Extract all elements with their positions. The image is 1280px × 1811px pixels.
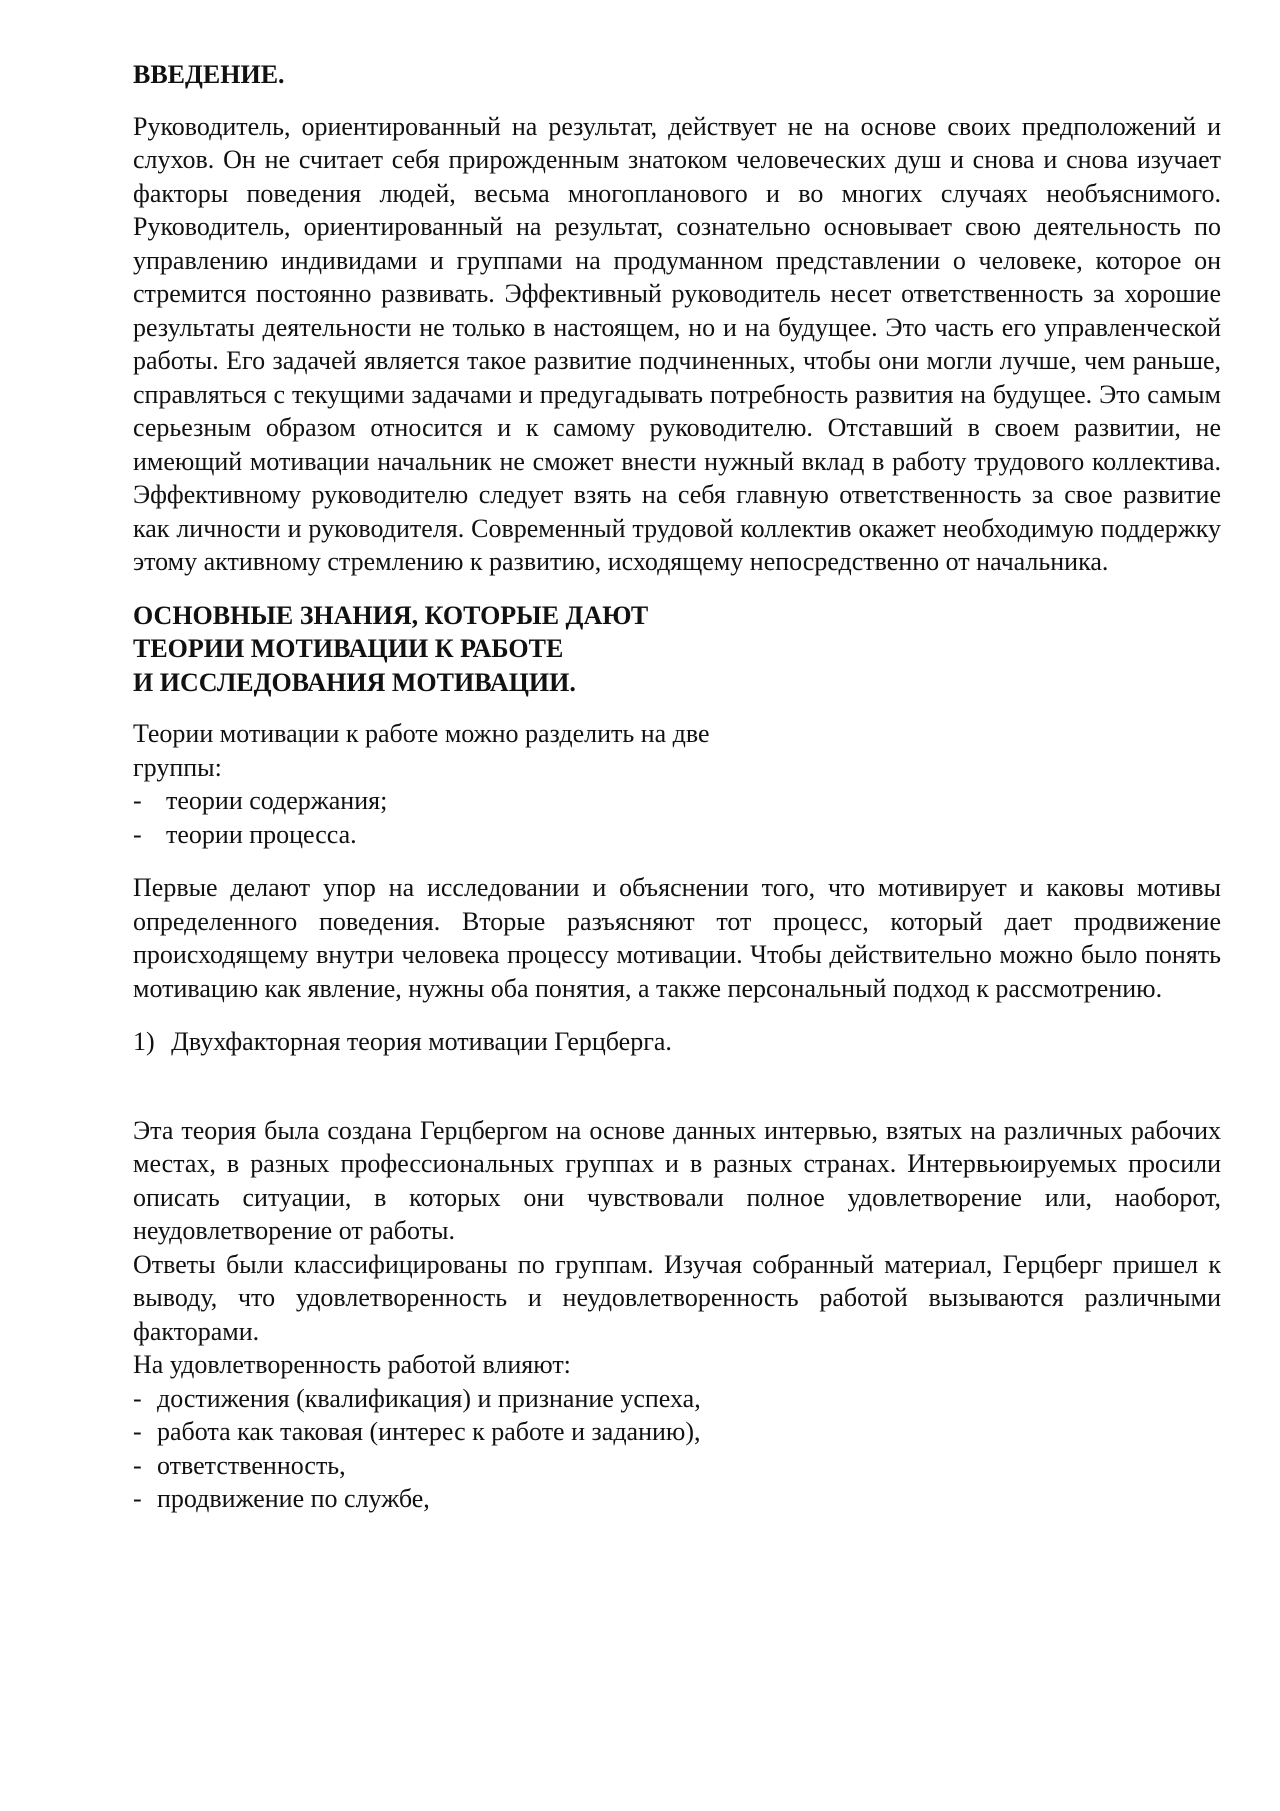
item-number: 1) <box>133 1027 155 1056</box>
herzberg-paragraph-1: Эта теория была создана Герцбергом на основе данных интервью, взятых на различных рабочих местах, в разных профессиональных группах и в разных странах. Интервьюируемых просили описать ситуации, в которых они чувствовали полное удовлетворение или, наоборот, неудовлетворение от работы. <box>133 1115 1221 1245</box>
list-item: - ответственность, <box>133 1449 1221 1483</box>
section-heading-line: И ИССЛЕДОВАНИЯ МОТИВАЦИИ. <box>133 667 576 697</box>
list-item: - теории содержания; <box>133 784 1221 818</box>
section-heading-line: ТЕОРИИ МОТИВАЦИИ К РАБОТЕ <box>133 634 564 663</box>
intro-heading: ВВЕДЕНИЕ. <box>133 60 285 89</box>
herzberg-paragraph-2: Ответы были классифицированы по группам. Изучая собранный материал, Герцберг пришел к выводу, что удовлетворенность и неудовлетворенность работой вызываются различными факторами. <box>133 1249 1221 1346</box>
section-heading <box>133 599 1221 700</box>
document-body <box>133 58 1221 1516</box>
list-item: - достижения (квалификация) и признание успеха, <box>133 1382 1221 1416</box>
intro-paragraph: Руководитель, ориентированный на результат, действует не на основе своих предположений и слухов. Он не считает себя прирожденным знатоком человеческих душ и снова и снова изучает факторы поведения людей, весьма многопланового и во многих случаях необъяснимого. Руководитель, ориентированный на результат, сознательно основывает свою деятельность по управлению индивидами и группами на продуманном представлении о человеке, которое он стремится постоянно развивать. Эффективный руководитель несет ответственность за хорошие результаты деятельности не только в настоящем, но и на будущее. Это часть его управленческой работы. Его задачей является такое развитие подчиненных, чтобы они могли лучше, чем раньше, справляться с текущими задачами и предугадывать потребность развития на будущее. Это самым серьезным образом относится и к самому руководителю. Отставший в своем развитии, не имеющий мотивации начальник не сможет внести нужный вклад в работу трудового коллектива. Эффективному руководителю следует взять на себя главную ответственность за свое развитие как личности и руководителя. Современный трудовой коллектив окажет необходимую поддержку этому активному стремлению к развитию, исходящему непосредственно от начальника. <box>133 111 1221 576</box>
list-item: - теории процесса. <box>133 818 1221 852</box>
section-heading-line: ОСНОВНЫЕ ЗНАНИЯ, КОТОРЫЕ ДАЮТ <box>133 600 649 630</box>
theories-paragraph: Первые делают упор на исследовании и объяснении того, что мотивирует и каковы мотивы определенного поведения. Вторые разъясняют тот процесс, который дает продвижение происходящему внутри человека процессу мотивации. Чтобы действительно можно было понять мотивацию как явление, нужны оба понятия, а также персональный подход к рассмотрению. <box>133 873 1221 1003</box>
item-title: Двухфакторная теория мотивации Герцберга. <box>171 1027 672 1056</box>
list-item: - работа как таковая (интерес к работе и заданию), <box>133 1415 1221 1449</box>
theories-intro: Теории мотивации к работе можно разделить на две группы: <box>133 719 710 782</box>
theory-groups-list <box>133 784 1221 851</box>
herzberg-lead: На удовлетворенность работой влияют: <box>133 1350 571 1379</box>
list-item: - продвижение по службе, <box>133 1482 1221 1516</box>
numbered-heading <box>133 1025 1221 1059</box>
satisfaction-factors-list <box>133 1382 1221 1516</box>
